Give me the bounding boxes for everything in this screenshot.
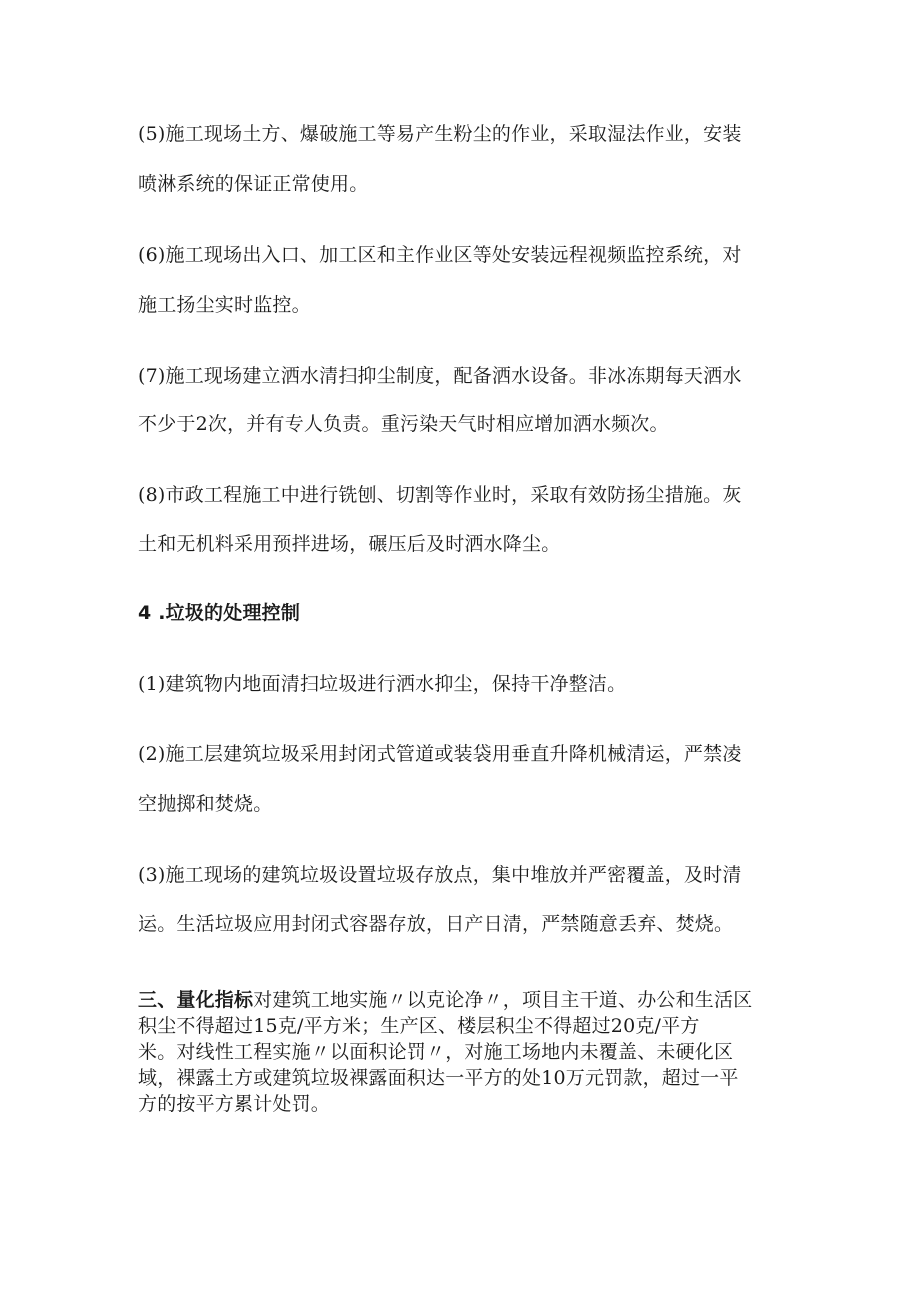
section-3-line-3: 米。对线性工程实施〃以面积论罚〃，对施工场地内未覆盖、未硬化区 (138, 1041, 734, 1063)
section-3-line-4: 域，裸露土方或建筑垃圾裸露面积达一平方的处10万元罚款，超过一平 (138, 1067, 739, 1089)
paragraph-5-line-1: (5)施工现场土方、爆破施工等易产生粉尘的作业，采取湿法作业，安装 (138, 123, 742, 145)
paragraph-8-line-2: 土和无机料采用预拌进场，碾压后及时洒水降尘。 (138, 533, 561, 555)
section-3-line-2: 积尘不得超过15克/平方米；生产区、楼层积尘不得超过20克/平方 (138, 1015, 700, 1037)
paragraph-7-line-1: (7)施工现场建立洒水清扫抑尘制度，配备洒水设备。非冰冻期每天洒水 (138, 365, 742, 387)
section-4-item-3-line-1: (3)施工现场的建筑垃圾设置垃圾存放点，集中堆放并严密覆盖，及时清 (138, 864, 742, 886)
section-4-item-1: (1)建筑物内地面清扫垃圾进行洒水抑尘，保持干净整洁。 (138, 673, 627, 695)
section-4-heading: 4 .垃圾的处理控制 (138, 602, 301, 624)
section-4-item-2-line-1: (2)施工层建筑垃圾采用封闭式管道或装袋用垂直升降机械清运，严禁凌 (138, 743, 742, 765)
paragraph-8-line-1: (8)市政工程施工中进行铣刨、切割等作业时，采取有效防扬尘措施。灰 (138, 484, 742, 506)
section-3-heading: 三、量化指标 (138, 989, 254, 1011)
section-4-item-2-line-2: 空抛掷和焚烧。 (138, 793, 273, 815)
paragraph-5-line-2: 喷淋系统的保证正常使用。 (138, 173, 369, 195)
section-3-line-1-text: 对建筑工地实施〃以克论净〃，项目主干道、办公和生活区 (253, 989, 753, 1011)
section-4-item-3-line-2: 运。生活垃圾应用封闭式容器存放，日产日清，严禁随意丢弃、焚烧。 (138, 913, 734, 935)
paragraph-7-line-2: 不少于2次，并有专人负责。重污染天气时相应增加洒水频次。 (138, 413, 669, 435)
section-3-line-5: 方的按平方累计处罚。 (138, 1093, 331, 1115)
paragraph-6-line-2: 施工扬尘实时监控。 (138, 294, 311, 316)
paragraph-6-line-1: (6)施工现场出入口、加工区和主作业区等处安装远程视频监控系统，对 (138, 244, 742, 266)
section-3-line-1 (138, 988, 798, 1012)
